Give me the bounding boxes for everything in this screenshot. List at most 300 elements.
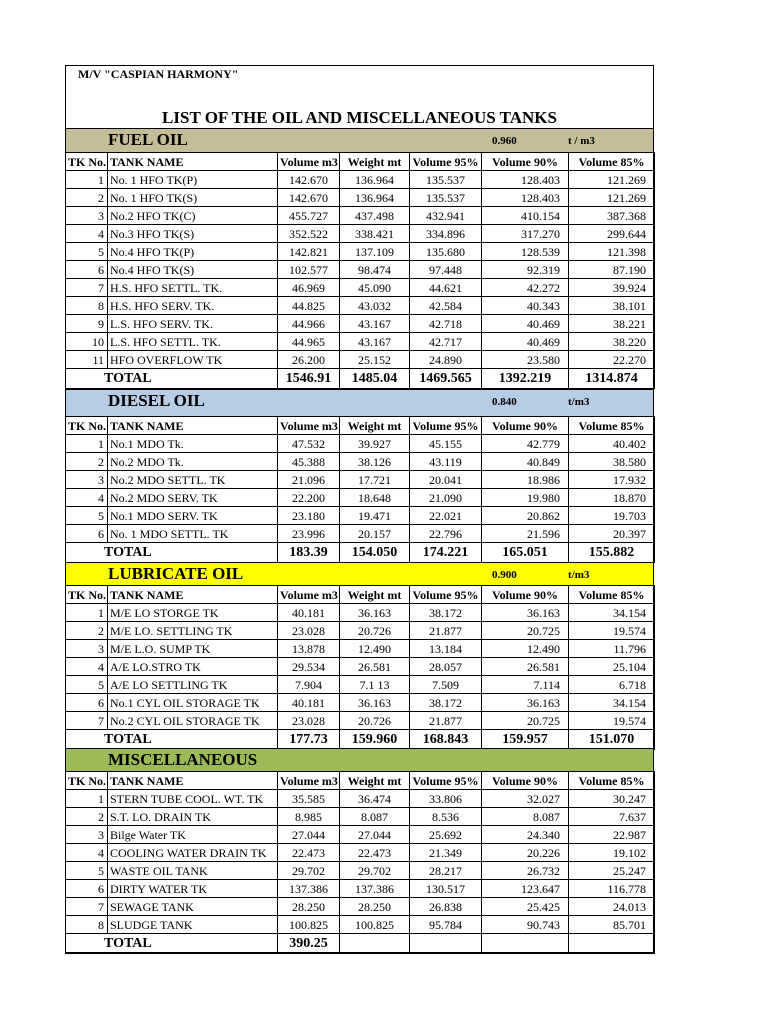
value-cell: 21.877: [410, 712, 482, 730]
tank-number: 2: [66, 453, 108, 471]
total-value: [569, 934, 655, 954]
value-cell: 20.726: [340, 622, 410, 640]
value-cell: 24.890: [410, 351, 482, 369]
value-cell: 21.596: [482, 525, 569, 543]
value-cell: 40.849: [482, 453, 569, 471]
misc-tank-table: [65, 771, 655, 954]
value-cell: 42.779: [482, 435, 569, 453]
value-cell: 22.987: [569, 826, 655, 844]
tank-number: 5: [66, 862, 108, 880]
value-cell: 142.670: [278, 189, 340, 207]
total-row: [66, 369, 655, 389]
value-cell: 20.397: [569, 525, 655, 543]
total-value: 183.39: [278, 543, 340, 563]
total-value: [410, 934, 482, 954]
table-row: [66, 207, 655, 225]
column-header: TANK NAME: [108, 586, 278, 604]
tank-number: 3: [66, 640, 108, 658]
value-cell: 22.200: [278, 489, 340, 507]
value-cell: 121.269: [569, 171, 655, 189]
value-cell: 36.474: [340, 790, 410, 808]
value-cell: 26.838: [410, 898, 482, 916]
value-cell: 123.647: [482, 880, 569, 898]
table-header-row: [66, 772, 655, 790]
value-cell: 25.152: [340, 351, 410, 369]
diesel-density-unit: t/m3: [568, 396, 590, 408]
value-cell: 47.532: [278, 435, 340, 453]
tank-name: M/E L.O. SUMP TK: [108, 640, 278, 658]
value-cell: 20.041: [410, 471, 482, 489]
table-row: [66, 604, 655, 622]
tank-name: Bilge Water TK: [108, 826, 278, 844]
value-cell: 42.718: [410, 315, 482, 333]
value-cell: 32.027: [482, 790, 569, 808]
value-cell: 43.032: [340, 297, 410, 315]
fuel-section-title: FUEL OIL: [108, 130, 188, 149]
value-cell: 7.904: [278, 676, 340, 694]
value-cell: 128.403: [482, 171, 569, 189]
value-cell: 38.101: [569, 297, 655, 315]
value-cell: 137.386: [340, 880, 410, 898]
value-cell: 18.870: [569, 489, 655, 507]
value-cell: 44.965: [278, 333, 340, 351]
column-header: Weight mt: [340, 417, 410, 435]
table-row: [66, 676, 655, 694]
value-cell: 19.471: [340, 507, 410, 525]
value-cell: 40.402: [569, 435, 655, 453]
value-cell: 30.247: [569, 790, 655, 808]
total-value: 174.221: [410, 543, 482, 563]
total-value: 1546.91: [278, 369, 340, 389]
value-cell: 299.644: [569, 225, 655, 243]
value-cell: 22.021: [410, 507, 482, 525]
column-header: Volume 85%: [569, 772, 655, 790]
total-value: 159.960: [340, 730, 410, 750]
value-cell: 137.386: [278, 880, 340, 898]
value-cell: 25.425: [482, 898, 569, 916]
table-row: [66, 640, 655, 658]
tank-number: 7: [66, 898, 108, 916]
total-value: 1314.874: [569, 369, 655, 389]
tank-number: 6: [66, 694, 108, 712]
tank-name: H.S. HFO SETTL. TK.: [108, 279, 278, 297]
tank-number: 7: [66, 279, 108, 297]
total-value: 168.843: [410, 730, 482, 750]
tank-name: SLUDGE TANK: [108, 916, 278, 934]
value-cell: 11.796: [569, 640, 655, 658]
value-cell: 26.732: [482, 862, 569, 880]
column-header: Volume m3: [278, 586, 340, 604]
value-cell: 21.096: [278, 471, 340, 489]
value-cell: 36.163: [482, 604, 569, 622]
value-cell: 17.932: [569, 471, 655, 489]
total-row: [66, 543, 655, 563]
column-header: TANK NAME: [108, 417, 278, 435]
value-cell: 7.637: [569, 808, 655, 826]
tank-number: 11: [66, 351, 108, 369]
lube-section-title: LUBRICATE OIL: [108, 564, 244, 583]
fuel-section-header: [65, 128, 654, 152]
tank-name: L.S. HFO SERV. TK.: [108, 315, 278, 333]
value-cell: 34.154: [569, 604, 655, 622]
column-header: Volume 90%: [482, 417, 569, 435]
value-cell: 28.250: [340, 898, 410, 916]
value-cell: 39.924: [569, 279, 655, 297]
value-cell: 135.537: [410, 189, 482, 207]
table-row: [66, 243, 655, 261]
value-cell: 8.985: [278, 808, 340, 826]
tank-name: A/E LO.STRO TK: [108, 658, 278, 676]
tank-name: M/E LO STORGE TK: [108, 604, 278, 622]
tank-number: 10: [66, 333, 108, 351]
value-cell: 26.200: [278, 351, 340, 369]
value-cell: 6.718: [569, 676, 655, 694]
value-cell: 20.157: [340, 525, 410, 543]
total-label: TOTAL: [66, 730, 278, 750]
value-cell: 20.725: [482, 622, 569, 640]
total-value: 155.882: [569, 543, 655, 563]
tank-name: No.2 CYL OIL STORAGE TK: [108, 712, 278, 730]
value-cell: 19.980: [482, 489, 569, 507]
total-value: 151.070: [569, 730, 655, 750]
tank-number: 9: [66, 315, 108, 333]
tank-number: 7: [66, 712, 108, 730]
total-value: [482, 934, 569, 954]
value-cell: 43.119: [410, 453, 482, 471]
total-value: 159.957: [482, 730, 569, 750]
value-cell: 410.154: [482, 207, 569, 225]
column-header: Volume m3: [278, 772, 340, 790]
column-header: Volume 90%: [482, 153, 569, 171]
misc-section-title: MISCELLANEOUS: [108, 750, 258, 769]
column-header: Volume 90%: [482, 586, 569, 604]
value-cell: 455.727: [278, 207, 340, 225]
value-cell: 12.490: [340, 640, 410, 658]
value-cell: 36.163: [482, 694, 569, 712]
value-cell: 128.403: [482, 189, 569, 207]
column-header: Volume 95%: [410, 153, 482, 171]
fuel-density-unit: t / m3: [568, 135, 595, 147]
value-cell: 19.102: [569, 844, 655, 862]
column-header: Weight mt: [340, 772, 410, 790]
table-row: [66, 225, 655, 243]
table-row: [66, 862, 655, 880]
tank-number: 4: [66, 844, 108, 862]
total-value: 1469.565: [410, 369, 482, 389]
value-cell: 40.469: [482, 315, 569, 333]
tank-name: DIRTY WATER TK: [108, 880, 278, 898]
tank-name: S.T. LO. DRAIN TK: [108, 808, 278, 826]
tank-name: A/E LO SETTLING TK: [108, 676, 278, 694]
value-cell: 23.580: [482, 351, 569, 369]
diesel-tank-table: [65, 416, 655, 563]
lube-density: 0.900: [492, 569, 517, 581]
document-title: LIST OF THE OIL AND MISCELLANEOUS TANKS: [162, 108, 557, 127]
tank-name: No.2 MDO SERV. TK: [108, 489, 278, 507]
total-value: 177.73: [278, 730, 340, 750]
column-header: Volume 90%: [482, 772, 569, 790]
value-cell: 29.534: [278, 658, 340, 676]
tank-number: 3: [66, 471, 108, 489]
total-label: TOTAL: [66, 543, 278, 563]
table-header-row: [66, 417, 655, 435]
value-cell: 25.247: [569, 862, 655, 880]
column-header: Volume 85%: [569, 417, 655, 435]
tank-number: 4: [66, 225, 108, 243]
value-cell: 8.087: [482, 808, 569, 826]
value-cell: 45.388: [278, 453, 340, 471]
value-cell: 121.398: [569, 243, 655, 261]
total-value: 154.050: [340, 543, 410, 563]
value-cell: 44.621: [410, 279, 482, 297]
value-cell: 43.167: [340, 333, 410, 351]
value-cell: 92.319: [482, 261, 569, 279]
value-cell: 387.368: [569, 207, 655, 225]
value-cell: 100.825: [340, 916, 410, 934]
table-row: [66, 694, 655, 712]
tank-number: 8: [66, 916, 108, 934]
total-value: 1485.04: [340, 369, 410, 389]
tank-name: M/E LO. SETTLING TK: [108, 622, 278, 640]
tank-number: 3: [66, 207, 108, 225]
value-cell: 7.114: [482, 676, 569, 694]
table-row: [66, 826, 655, 844]
table-row: [66, 489, 655, 507]
value-cell: 40.181: [278, 694, 340, 712]
column-header: Volume 95%: [410, 417, 482, 435]
value-cell: 352.522: [278, 225, 340, 243]
value-cell: 142.821: [278, 243, 340, 261]
value-cell: 21.877: [410, 622, 482, 640]
table-row: [66, 844, 655, 862]
value-cell: 25.692: [410, 826, 482, 844]
table-row: [66, 880, 655, 898]
value-cell: 20.226: [482, 844, 569, 862]
value-cell: 27.044: [340, 826, 410, 844]
value-cell: 121.269: [569, 189, 655, 207]
value-cell: 437.498: [340, 207, 410, 225]
value-cell: 46.969: [278, 279, 340, 297]
diesel-section-header: [65, 389, 654, 416]
tank-number: 1: [66, 435, 108, 453]
value-cell: 28.250: [278, 898, 340, 916]
total-row: [66, 730, 655, 750]
tank-name: No. 1 HFO TK(S): [108, 189, 278, 207]
value-cell: 26.581: [340, 658, 410, 676]
value-cell: 29.702: [340, 862, 410, 880]
value-cell: 38.126: [340, 453, 410, 471]
value-cell: 23.028: [278, 622, 340, 640]
value-cell: 38.172: [410, 604, 482, 622]
fuel-density: 0.960: [492, 135, 517, 147]
total-label: TOTAL: [66, 934, 278, 954]
value-cell: 20.726: [340, 712, 410, 730]
value-cell: 18.986: [482, 471, 569, 489]
ship-name: M/V "CASPIAN HARMONY": [78, 67, 239, 81]
total-value: 165.051: [482, 543, 569, 563]
value-cell: 44.966: [278, 315, 340, 333]
column-header: TK No.: [66, 772, 108, 790]
tank-name: SEWAGE TANK: [108, 898, 278, 916]
value-cell: 8.536: [410, 808, 482, 826]
value-cell: 24.340: [482, 826, 569, 844]
value-cell: 22.270: [569, 351, 655, 369]
value-cell: 13.878: [278, 640, 340, 658]
tank-name: No.2 HFO TK(C): [108, 207, 278, 225]
value-cell: 432.941: [410, 207, 482, 225]
table-row: [66, 658, 655, 676]
total-value: [340, 934, 410, 954]
value-cell: 8.087: [340, 808, 410, 826]
tank-name: STERN TUBE COOL. WT. TK: [108, 790, 278, 808]
value-cell: 22.473: [278, 844, 340, 862]
tank-number: 2: [66, 622, 108, 640]
lube-tank-table: [65, 585, 655, 750]
value-cell: 21.349: [410, 844, 482, 862]
value-cell: 90.743: [482, 916, 569, 934]
table-row: [66, 790, 655, 808]
value-cell: 38.172: [410, 694, 482, 712]
tank-name: No.4 HFO TK(S): [108, 261, 278, 279]
value-cell: 13.184: [410, 640, 482, 658]
value-cell: 23.180: [278, 507, 340, 525]
value-cell: 36.163: [340, 604, 410, 622]
tank-number: 5: [66, 676, 108, 694]
tank-name: No. 1 HFO TK(P): [108, 171, 278, 189]
value-cell: 137.109: [340, 243, 410, 261]
tank-name: No.1 MDO SERV. TK: [108, 507, 278, 525]
tank-name: No.2 MDO SETTL. TK: [108, 471, 278, 489]
value-cell: 27.044: [278, 826, 340, 844]
value-cell: 317.270: [482, 225, 569, 243]
table-row: [66, 189, 655, 207]
table-row: [66, 471, 655, 489]
column-header: Volume 85%: [569, 153, 655, 171]
value-cell: 12.490: [482, 640, 569, 658]
value-cell: 22.473: [340, 844, 410, 862]
tank-number: 5: [66, 243, 108, 261]
value-cell: 7.1 13: [340, 676, 410, 694]
value-cell: 28.057: [410, 658, 482, 676]
value-cell: 142.670: [278, 171, 340, 189]
value-cell: 130.517: [410, 880, 482, 898]
table-row: [66, 898, 655, 916]
value-cell: 20.862: [482, 507, 569, 525]
value-cell: 43.167: [340, 315, 410, 333]
tank-name: WASTE OIL TANK: [108, 862, 278, 880]
table-row: [66, 507, 655, 525]
column-header: TANK NAME: [108, 772, 278, 790]
tank-number: 6: [66, 261, 108, 279]
value-cell: 17.721: [340, 471, 410, 489]
value-cell: 20.725: [482, 712, 569, 730]
value-cell: 28.217: [410, 862, 482, 880]
value-cell: 19.703: [569, 507, 655, 525]
lube-section-header: [65, 562, 654, 585]
value-cell: 116.778: [569, 880, 655, 898]
value-cell: 136.964: [340, 171, 410, 189]
total-value: 1392.219: [482, 369, 569, 389]
total-label: TOTAL: [66, 369, 278, 389]
tank-number: 5: [66, 507, 108, 525]
table-row: [66, 333, 655, 351]
tank-name: No.3 HFO TK(S): [108, 225, 278, 243]
value-cell: 39.927: [340, 435, 410, 453]
tank-number: 2: [66, 808, 108, 826]
value-cell: 23.028: [278, 712, 340, 730]
column-header: Weight mt: [340, 153, 410, 171]
tank-number: 6: [66, 880, 108, 898]
tank-number: 4: [66, 489, 108, 507]
column-header: Volume 95%: [410, 586, 482, 604]
value-cell: 38.580: [569, 453, 655, 471]
value-cell: 33.806: [410, 790, 482, 808]
table-row: [66, 453, 655, 471]
value-cell: 21.090: [410, 489, 482, 507]
table-row: [66, 712, 655, 730]
tank-number: 2: [66, 189, 108, 207]
tank-name: No.2 MDO Tk.: [108, 453, 278, 471]
value-cell: 334.896: [410, 225, 482, 243]
fuel-tank-table: [65, 152, 655, 389]
value-cell: 135.680: [410, 243, 482, 261]
value-cell: 128.539: [482, 243, 569, 261]
table-row: [66, 351, 655, 369]
tank-name: HFO OVERFLOW TK: [108, 351, 278, 369]
value-cell: 98.474: [340, 261, 410, 279]
value-cell: 44.825: [278, 297, 340, 315]
table-row: [66, 279, 655, 297]
table-row: [66, 171, 655, 189]
misc-section-header: [65, 748, 654, 771]
diesel-section-title: DIESEL OIL: [108, 391, 205, 410]
tank-name: No.1 MDO Tk.: [108, 435, 278, 453]
column-header: Volume m3: [278, 153, 340, 171]
value-cell: 45.090: [340, 279, 410, 297]
value-cell: 29.702: [278, 862, 340, 880]
tank-name: COOLING WATER DRAIN TK: [108, 844, 278, 862]
table-header-row: [66, 586, 655, 604]
value-cell: 26.581: [482, 658, 569, 676]
column-header: Volume m3: [278, 417, 340, 435]
value-cell: 338.421: [340, 225, 410, 243]
table-row: [66, 808, 655, 826]
tank-name: H.S. HFO SERV. TK.: [108, 297, 278, 315]
value-cell: 42.584: [410, 297, 482, 315]
table-row: [66, 435, 655, 453]
value-cell: 38.220: [569, 333, 655, 351]
total-row: [66, 934, 655, 954]
value-cell: 19.574: [569, 622, 655, 640]
column-header: TK No.: [66, 586, 108, 604]
value-cell: 18.648: [340, 489, 410, 507]
value-cell: 40.469: [482, 333, 569, 351]
value-cell: 42.272: [482, 279, 569, 297]
table-row: [66, 525, 655, 543]
value-cell: 100.825: [278, 916, 340, 934]
tank-number: 3: [66, 826, 108, 844]
tank-name: No.4 HFO TK(P): [108, 243, 278, 261]
value-cell: 40.181: [278, 604, 340, 622]
tank-number: 1: [66, 790, 108, 808]
value-cell: 85.701: [569, 916, 655, 934]
lube-density-unit: t/m3: [568, 569, 590, 581]
tank-number: 6: [66, 525, 108, 543]
value-cell: 38.221: [569, 315, 655, 333]
value-cell: 102.577: [278, 261, 340, 279]
value-cell: 7.509: [410, 676, 482, 694]
value-cell: 22.796: [410, 525, 482, 543]
